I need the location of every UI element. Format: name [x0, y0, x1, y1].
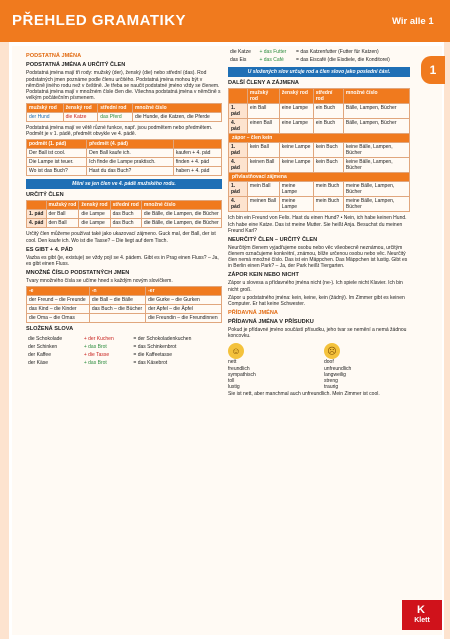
table-subheader: zápor – člen kein [229, 134, 410, 143]
table-cell: die Ball – die Bälle [89, 296, 145, 305]
paragraph: Vazba es gibt (je, existuje) se vždy pojí se 4. pádem. Gibt es in Prag einen Fluss? – Ja, es gibt einen Fluss. [26, 254, 219, 267]
table-cell: die Katze [63, 112, 98, 121]
paragraph: Sie ist nett, aber manchmal auch unfreundlich. Mein Zimmer ist cool. [228, 391, 380, 398]
gender-table [26, 103, 222, 122]
paragraph: Pokud je přídavné jméno součástí přísudku, jeho tvar se nemění a nemá žádnou koncovku. [228, 327, 407, 340]
col-header [27, 201, 47, 210]
section-heading: ES GIBT + 4. PÁD [26, 246, 73, 253]
paragraph: Zápor u podstatného jména: kein, keine, kein (žádný). Im Zimmer gibt es keinen Computer. Er hat keine Schwester. [228, 294, 405, 307]
right-margin [444, 42, 450, 639]
list-item: + das Brot [83, 343, 107, 350]
row-header: 4. pád [229, 119, 248, 134]
section-heading: URČITÝ ČLEN [26, 192, 64, 199]
section-heading: PODSTATNÁ JMÉNA A URČITÝ ČLEN [26, 62, 126, 69]
table-cell: keine Bälle, Lampen, Bücher [343, 143, 409, 158]
table-cell: die Bälle, die Lampen, die Bücher [141, 219, 221, 228]
list-item: doof [324, 359, 334, 366]
table-cell: das Buch – die Bücher [89, 305, 145, 314]
compound-list [26, 335, 222, 367]
table-cell: das Buch [110, 210, 141, 219]
table-cell: Bälle, Lampen, Bücher [343, 119, 409, 134]
table-cell: meine Lampe [279, 182, 313, 197]
banner [0, 0, 450, 42]
table-cell: die Hunde, die Katzen, die Pferde [132, 112, 221, 121]
col-header: ženský rod [63, 103, 98, 112]
definite-article-table [26, 200, 222, 228]
table-cell: keine Lampe [279, 158, 313, 173]
paragraph: Ich bin ein Freund von Felix. Hast du einen Hund? • Nein, ich habe keinen Hund. Ich habe eine Katze. Das ist meine Mutter. Sie heißt Anja. Besuchst du meinen Freund Karl? [228, 215, 407, 234]
table-cell: haben + 4. pád [173, 167, 221, 176]
table-cell: kein Buch [313, 143, 343, 158]
section-heading: PŘÍDAVNÁ JMÉNA V PŘÍSUDKU [228, 319, 314, 326]
logo-text: Klett [414, 617, 430, 624]
list-item: freundlich [228, 365, 250, 372]
paragraph: Určitý člen můžeme používat také jako ukazovací zájmeno. Guck mal, der Ball, der ist cool. Den kaufe ich. Wo ist die Tasse? – Die liegt auf dem Tisch. [26, 231, 216, 244]
table-cell: die Oma – die Omas [27, 314, 90, 323]
list-item: = das Katzenfutter (Futter für Katzen) [296, 49, 379, 55]
section-heading: PŘÍDAVNÁ JMÉNA [228, 309, 278, 316]
list-item: toll [228, 378, 235, 385]
table-cell: Bälle, Lampen, Bücher [343, 104, 409, 119]
col-header: mužský rod [27, 103, 64, 112]
col-header: -n [89, 287, 145, 296]
col-header: předmět (4. pád) [87, 140, 174, 149]
rule-note: U složených slov určuje rod a člen slovo jako poslední část. [228, 67, 410, 77]
table-cell: ein Ball [247, 104, 279, 119]
table-subheader: přivlastňovací zájmena [229, 173, 410, 182]
series-name: Wir alle 1 [392, 16, 434, 27]
table-cell: ein Buch [313, 104, 343, 119]
col-header: -er [146, 287, 222, 296]
table-cell: Den Ball kaufe ich. [87, 149, 174, 158]
logo-mark-icon: K [417, 604, 425, 616]
col-header: mužský rod [247, 89, 279, 104]
list-item: = das Schinkenbrot [133, 343, 177, 350]
col-header [229, 89, 248, 104]
list-item: langweilig [324, 371, 346, 378]
col-header: střední rod [313, 89, 343, 104]
table-cell: kaufen + 4. pád [173, 149, 221, 158]
left-margin [0, 42, 9, 639]
row-header: 4. pád [229, 197, 248, 212]
table-cell: keine Bälle, Lampen, Bücher [343, 158, 409, 173]
list-item: + der Kuchen [83, 335, 114, 342]
table-cell: keinen Ball [247, 158, 279, 173]
list-item: streng [324, 378, 338, 385]
case-table [26, 139, 222, 176]
table-cell: das Buch [110, 219, 141, 228]
table-cell: Ich finde die Lampe praktisch. [87, 158, 174, 167]
col-header: ženský rod [279, 89, 313, 104]
table-cell: kein Buch [313, 158, 343, 173]
negative-adjectives [324, 341, 410, 390]
table-cell: die Lampe [79, 219, 110, 228]
table-cell: den Ball [46, 219, 79, 228]
table-cell: kein Ball [247, 143, 279, 158]
list-item: = die Kaffeetasse [133, 351, 173, 358]
positive-adjectives [228, 341, 314, 390]
list-item: + das Brot [83, 359, 107, 366]
table-cell: der Apfel – die Äpfel [146, 305, 222, 314]
col-header: množné číslo [141, 201, 221, 210]
paragraph: Podstatná jména mají tři rody: mužský (der), ženský (die) nebo střední (das). Rod podstatných jmen poznáme podle členu určitého. Podstatná jména mohou být v němčině jiného rodu než v češtině. Je třeba se naučit podstatné jméno vždy se členem. Podstatná jména mají v množném čísle člen die. Všechna podstatná jména v němčině s velkým počátečním písmenem. [26, 70, 221, 101]
col-header: střední rod [110, 201, 141, 210]
list-item: das Eis [230, 57, 247, 63]
row-header: 1. pád [27, 210, 47, 219]
row-header: 4. pád [229, 158, 248, 173]
paragraph: Neurčitým členem vyjadřujeme osobu nebo věc všeobecně neznámou, určitým členem označujeme konkrétní, známou, blíže určenou osobu nebo věc. Neurčitý člen nemá množné číslo. Das ist ein Mäppchen. Das Mäppchen ist lustig. Gibt es in Berlin einen Park? – Ja, der Park heißt Tiergarten. [228, 244, 408, 270]
section-heading: ZÁPOR KEIN NEBO NICHT [228, 272, 299, 279]
list-item: = der Schokoladenkuchen [133, 335, 192, 342]
table-cell: finden + 4. pád [173, 158, 221, 167]
table-cell: ein Buch [313, 119, 343, 134]
table-cell: das Kind – die Kinder [27, 305, 90, 314]
table-cell [89, 314, 145, 323]
plural-table [26, 286, 222, 323]
row-header: 1. pád [229, 182, 248, 197]
list-item: der Schinken [28, 343, 58, 350]
list-item: = das Eiscafé (die Eisdiele, die Konditorei) [296, 57, 390, 63]
table-cell: der Freund – die Freunde [27, 296, 90, 305]
chapter-tab: 1 [421, 56, 445, 84]
col-header: množné číslo [343, 89, 409, 104]
col-header: střední rod [98, 103, 133, 112]
section-heading: NEURČITÝ ČLEN – URČITÝ ČLEN [228, 236, 318, 243]
sad-face-icon: ☹ [324, 343, 340, 359]
table-cell: Die Lampe ist teuer. [27, 158, 87, 167]
list-item: der Käse [28, 359, 49, 366]
adjective-lists [228, 341, 410, 390]
list-item: traurig [324, 384, 339, 391]
paragraph: Podstatná jména mají ve větě různé funkce, např. jsou podmětem nebo předmětem. Podmět je v 1. pádě, předmět obvykle ve 4. pádě. [26, 124, 213, 137]
list-item: unfreundlich [324, 365, 352, 372]
col-header: ženský rod [79, 201, 110, 210]
list-item: = das Käsebrot [133, 359, 168, 366]
table-cell: meinen Ball [247, 197, 279, 212]
list-item: + das Futter [259, 49, 287, 55]
table-cell: meine Bälle, Lampen, Bücher [343, 182, 409, 197]
paragraph: Tvary množného čísla se učíme hned s každým novým slovíčkem. [26, 278, 173, 285]
col-header [173, 140, 221, 149]
row-header: 1. pád [229, 143, 248, 158]
table-cell: keine Lampe [279, 143, 313, 158]
table-cell: Hast du das Buch? [87, 167, 174, 176]
table-cell: eine Lampe [279, 119, 313, 134]
list-item: die Katze [230, 49, 251, 55]
rule-note: Mění se jen člen ve 4. pádě mužského rodu. [26, 179, 222, 189]
section-heading: MNOŽNÉ ČÍSLO PODSTATNÝCH JMEN [26, 270, 130, 277]
table-cell: mein Buch [313, 197, 343, 212]
list-item: nett [228, 359, 237, 366]
left-column [26, 50, 222, 370]
table-cell: der Ball [46, 210, 79, 219]
col-header: -e [27, 287, 90, 296]
table-cell: die Lampe [79, 210, 110, 219]
page-title: PŘEHLED GRAMATIKY [12, 12, 187, 29]
table-cell: das Pferd [98, 112, 133, 121]
table-cell: die Bälle, die Lampen, die Bücher [141, 210, 221, 219]
list-item: sympathisch [228, 371, 256, 378]
row-header: 1. pád [229, 104, 248, 119]
col-header: množné číslo [132, 103, 221, 112]
compound-list [228, 48, 410, 64]
paragraph: Zápor u slovesa a přídavného jména nicht (ne-). Ich spiele nicht Klavier. Ich bin nicht groß. [228, 280, 403, 293]
table-cell: mein Buch [313, 182, 343, 197]
table-cell: eine Lampe [279, 104, 313, 119]
list-item: der Kaffee [28, 351, 51, 358]
table-cell: die Freundin – die Freundinnen [146, 314, 222, 323]
list-item: die Schokolade [28, 335, 63, 342]
klett-logo [402, 600, 442, 630]
table-cell: Wo ist das Buch? [27, 167, 87, 176]
table-cell: der Hund [27, 112, 64, 121]
section-heading: DALŠÍ ČLENY A ZÁJMENA [228, 80, 299, 87]
table-cell: einen Ball [247, 119, 279, 134]
list-item: lustig [228, 384, 240, 391]
article-table [228, 88, 410, 212]
section-heading: SLOŽENÁ SLOVA [26, 326, 74, 333]
row-header: 4. pád [27, 219, 47, 228]
list-item: + die Tasse [83, 351, 110, 358]
table-cell: mein Ball [247, 182, 279, 197]
section-heading: PODSTATNÁ JMÉNA [26, 53, 82, 59]
table-cell: meine Bälle, Lampen, Bücher [343, 197, 409, 212]
smiley-icon: ☺ [228, 343, 244, 359]
list-item: + das Café [259, 57, 284, 63]
table-cell: Der Ball ist cool. [27, 149, 87, 158]
table-cell: meine Lampe [279, 197, 313, 212]
col-header: mužský rod [46, 201, 79, 210]
table-cell: die Gurke – die Gurken [146, 296, 222, 305]
right-column [228, 48, 410, 400]
col-header: podmět (1. pád) [27, 140, 87, 149]
